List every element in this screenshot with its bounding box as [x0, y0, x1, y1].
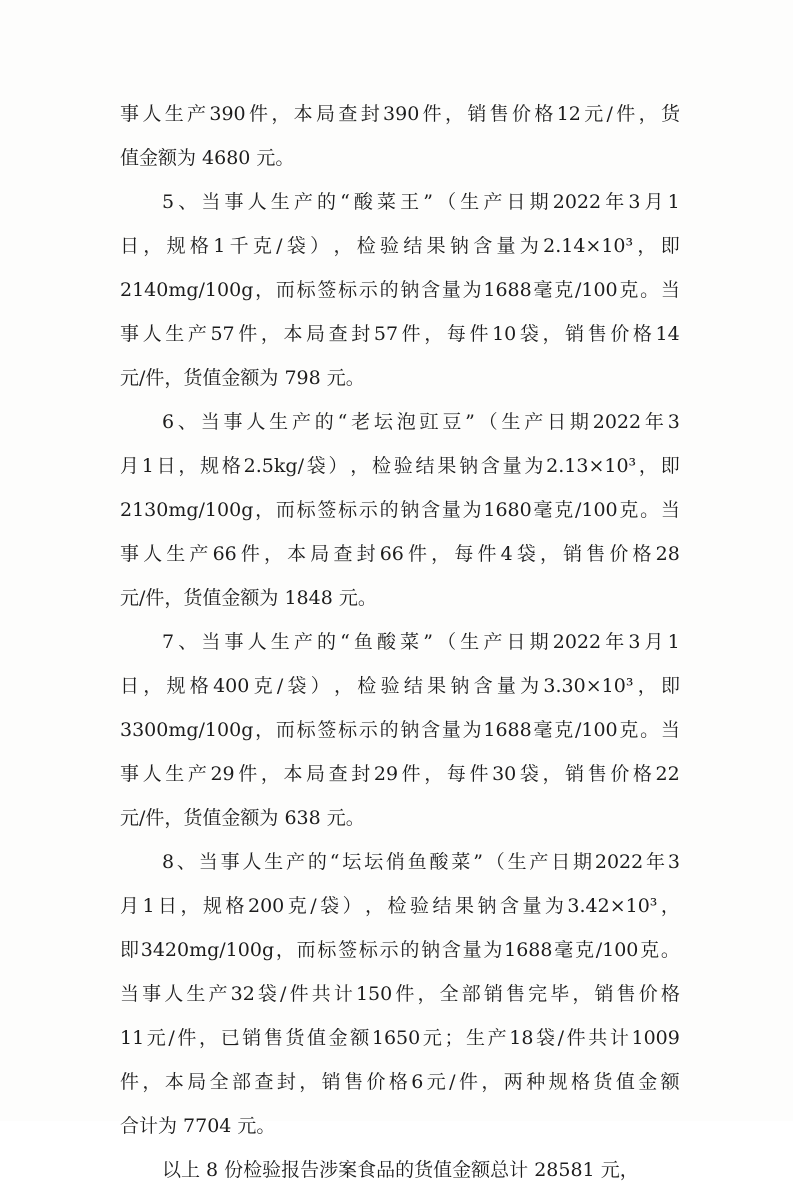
- text-line: 即 3420mg/100g ， 而 标 签 标 示 的 钠 含 量 为 1688 毫 克 /100 克 。: [120, 939, 680, 961]
- text-line: 事 人 生 产 66 件 ， 本 局 查 封 66 件 ， 每 件 4 袋 ， 销 售 价 格 28: [120, 543, 680, 565]
- text-line: 元/件，货值金额为 638 元。: [120, 807, 365, 829]
- text-line: 合计为 7704 元。: [120, 1115, 276, 1137]
- text-line: 件 ， 本 局 全 部 查 封 ， 销 售 价 格 6 元 / 件 ， 两 种 规 格 货 值 金 额: [120, 1071, 680, 1093]
- text-line: 事 人 生 产 29 件 ， 本 局 查 封 29 件 ， 每 件 30 袋 ， 销 售 价 格 22: [120, 763, 680, 785]
- text-line: 以上 8 份检验报告涉案食品的货值金额总计 28581 元，: [162, 1159, 639, 1181]
- text-line: 月 1 日 ， 规 格 200 克 / 袋 ） ， 检 验 结 果 钠 含 量 为 3.42×10³ ，: [120, 895, 680, 917]
- text-line: 日 ， 规 格 1 千 克 / 袋 ） ， 检 验 结 果 钠 含 量 为 2.14×10³ ， 即: [120, 235, 680, 257]
- text-line: 7 、 当 事 人 生 产 的 “ 鱼 酸 菜 ” （ 生 产 日 期 2022 年 3 月 1: [162, 631, 680, 653]
- text-line: 6 、 当 事 人 生 产 的 “ 老 坛 泡 豇 豆 ” （ 生 产 日 期 2022 年 3: [162, 411, 680, 433]
- text-line: 值金额为 4680 元。: [120, 147, 295, 169]
- text-line: 日 ， 规 格 400 克 / 袋 ） ， 检 验 结 果 钠 含 量 为 3.30×10³ ， 即: [120, 675, 680, 697]
- text-line: 8 、 当 事 人 生 产 的 “ 坛 坛 俏 鱼 酸 菜 ” （ 生 产 日 期 2022 年 3: [162, 851, 680, 873]
- text-line: 月 1 日 ， 规 格 2.5kg/ 袋 ） ， 检 验 结 果 钠 含 量 为 2.13×10³ ， 即: [120, 455, 680, 477]
- text-line: 当 事 人 生 产 32 袋 / 件 共 计 150 件 ， 全 部 销 售 完 毕 ， 销 售 价 格: [120, 983, 680, 1005]
- text-line: 11 元 / 件 ， 已 销 售 货 值 金 额 1650 元 ； 生 产 18 袋 / 件 共 计 1009: [120, 1027, 680, 1049]
- text-line: 5 、 当 事 人 生 产 的 “ 酸 菜 王 ” （ 生 产 日 期 2022 年 3 月 1: [162, 191, 680, 213]
- text-line: 元/件，货值金额为 1848 元。: [120, 587, 377, 609]
- text-line: 元/件，货值金额为 798 元。: [120, 367, 365, 389]
- text-line: 事 人 生 产 57 件 ， 本 局 查 封 57 件 ， 每 件 10 袋 ， 销 售 价 格 14: [120, 323, 680, 345]
- text-line: 事 人 生 产 390 件 ， 本 局 查 封 390 件 ， 销 售 价 格 12 元 / 件 ， 货: [120, 103, 680, 125]
- document-body: [120, 92, 680, 1192]
- text-line: 2130mg/100g ， 而 标 签 标 示 的 钠 含 量 为 1680 毫 克 /100 克 。 当: [120, 499, 680, 521]
- text-line: 2140mg/100g ， 而 标 签 标 示 的 钠 含 量 为 1688 毫 克 /100 克 。 当: [120, 279, 680, 301]
- text-line: 3300mg/100g ， 而 标 签 标 示 的 钠 含 量 为 1688 毫 克 /100 克 。 当: [120, 719, 680, 741]
